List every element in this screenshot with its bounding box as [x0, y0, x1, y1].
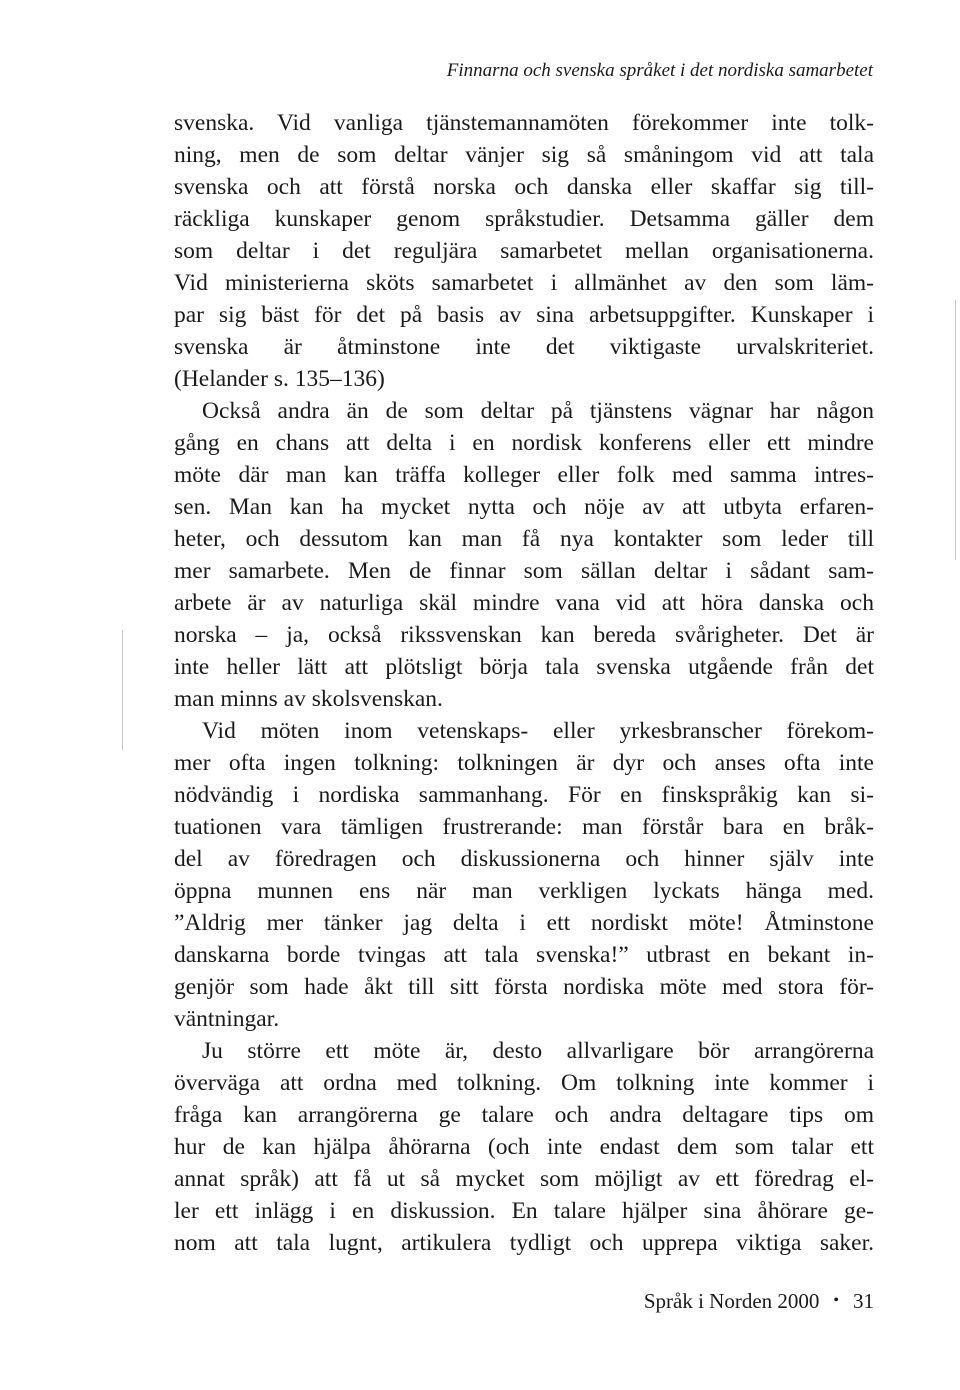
text-line: Vid möten inom vetenskaps- eller yrkesbranscher förekom-	[202, 718, 874, 744]
text-line: inte heller lätt att plötsligt börja tala svenska utgående från det	[174, 654, 874, 680]
text-line: man minns av skolsvenskan.	[174, 686, 443, 712]
text-line: gång en chans att delta i en nordisk konferens eller ett mindre	[174, 430, 874, 456]
body-text	[174, 107, 874, 1259]
text-line: genjör som hade åkt till sitt första nordiska möte med stora för-	[174, 974, 874, 1000]
running-head: Finnarna och svenska språket i det nordiska samarbetet	[446, 60, 873, 81]
scan-mark-right	[955, 300, 956, 560]
text-line: svenska är åtminstone inte det viktigaste urvalskriteriet.	[174, 334, 874, 360]
page-footer	[606, 1286, 874, 1316]
text-line: svenska. Vid vanliga tjänstemannamöten förekommer inte tolk-	[174, 110, 874, 136]
text-line: (Helander s. 135–136)	[174, 366, 385, 392]
page-number: 31	[853, 1289, 874, 1313]
text-line: sen. Man kan ha mycket nytta och nöje av att utbyta erfaren-	[174, 494, 874, 520]
text-line: danskarna borde tvingas att tala svenska!” utbrast en bekant in-	[174, 942, 874, 968]
text-line: ler ett inlägg i en diskussion. En talare hjälper sina åhörare ge-	[174, 1198, 874, 1224]
text-line: öppna munnen ens när man verkligen lyckats hänga med.	[174, 878, 874, 904]
text-line: Ju större ett möte är, desto allvarligare bör arrangörerna	[202, 1038, 874, 1064]
text-line: del av föredragen och diskussionerna och hinner själv inte	[174, 846, 874, 872]
text-line: räckliga kunskaper genom språkstudier. Detsamma gäller dem	[174, 206, 874, 232]
text-line: heter, och dessutom kan man få nya kontakter som leder till	[174, 526, 874, 552]
text-line: Vid ministerierna sköts samarbetet i allmänhet av den som läm-	[174, 270, 874, 296]
text-line: svenska och att förstå norska och danska eller skaffar sig till-	[174, 174, 874, 200]
text-line: ”Aldrig mer tänker jag delta i ett nordiskt möte! Åtminstone	[174, 910, 874, 936]
text-line: Också andra än de som deltar på tjänstens vägnar har någon	[202, 398, 874, 424]
publication-title: Språk i Norden 2000	[643, 1289, 820, 1313]
text-line: tuationen vara tämligen frustrerande: man förstår bara en bråk-	[174, 814, 874, 840]
text-line: par sig bäst för det på basis av sina arbetsuppgifter. Kunskaper i	[174, 302, 874, 328]
text-line: nom att tala lugnt, artikulera tydligt och upprepa viktiga saker.	[174, 1230, 874, 1256]
footer-bullet: •	[833, 1292, 839, 1309]
scan-mark-left	[122, 630, 123, 750]
text-line: överväga att ordna med tolkning. Om tolkning inte kommer i	[174, 1070, 874, 1096]
text-line: möte där man kan träffa kolleger eller folk med samma intres-	[174, 462, 874, 488]
text-line: nödvändig i nordiska sammanhang. För en finskspråkig kan si-	[174, 782, 874, 808]
text-line: fråga kan arrangörerna ge talare och andra deltagare tips om	[174, 1102, 874, 1128]
text-line: väntningar.	[174, 1006, 280, 1032]
text-line: hur de kan hjälpa åhörarna (och inte endast dem som talar ett	[174, 1134, 874, 1160]
text-line: annat språk) att få ut så mycket som möjligt av ett föredrag el-	[174, 1166, 874, 1192]
text-line: ning, men de som deltar vänjer sig så småningom vid att tala	[174, 142, 874, 168]
text-line: som deltar i det reguljära samarbetet mellan organisationerna.	[174, 238, 874, 264]
text-line: mer ofta ingen tolkning: tolkningen är dyr och anses ofta inte	[174, 750, 874, 776]
text-line: arbete är av naturliga skäl mindre vana vid att höra danska och	[174, 590, 874, 616]
text-line: mer samarbete. Men de finnar som sällan deltar i sådant sam-	[174, 558, 874, 584]
text-line: norska – ja, också rikssvenskan kan bereda svårigheter. Det är	[174, 622, 874, 648]
